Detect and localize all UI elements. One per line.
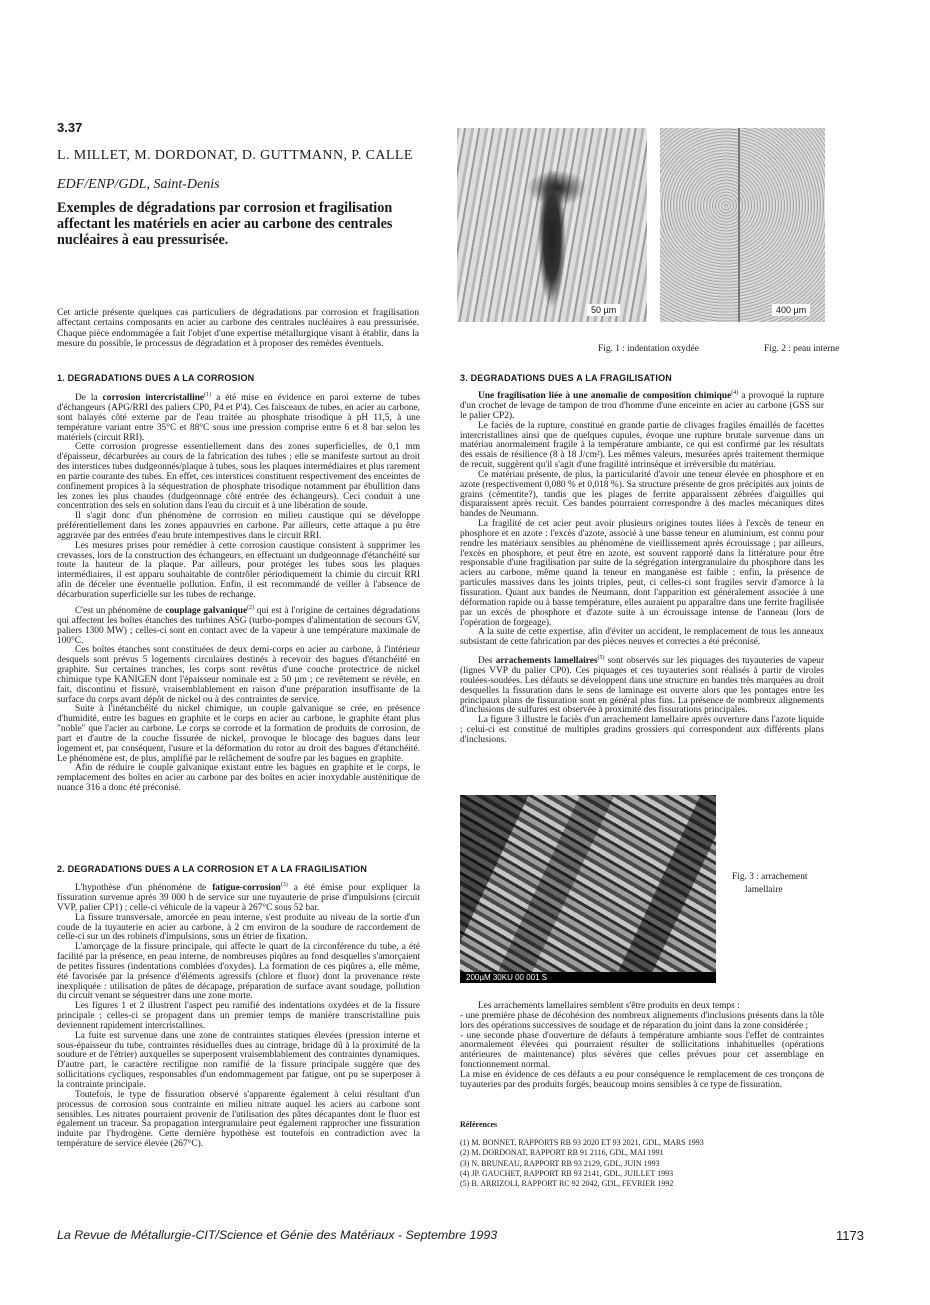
reference-item: (1) M. BONNET, RAPPORTS RB 93 2020 ET 93 2021, GDL, MARS 1993 — [460, 1138, 704, 1147]
references-heading: Références — [460, 1120, 498, 1129]
section-1-heading: 1. DEGRADATIONS DUES A LA CORROSION — [57, 373, 255, 383]
affiliation: EDF/ENP/GDL, Saint-Denis — [57, 177, 220, 192]
article-title: Exemples de dégradations par corrosion et fragilisation affectant les matériels en acier au carbone des centrales nucléaires à eau pressurisée. — [57, 200, 393, 248]
figure-3-sem-image — [460, 795, 716, 983]
figure-3-sem-label: 200µM 30KU 00 001 S — [460, 972, 716, 983]
figure-3-caption-line2: lamellaire — [745, 885, 783, 895]
section-3-body-bottom: Les arrachements lamellaires semblent s'être produits en deux temps : - une première phase de décohésion des nombreux alignements d'inclusions présents dans la tôle lors des opérations successives de soudage et de réparation du joint dans la zone considérée ; - une seconde phase d'ouverture de défauts à température ambiante sous l'effet de contraintes anormalement élevées qui pourraient résulter de sollicitations inhabituelles (opérations antérieures de maintenance) plus sévères que celles prévues pour cet assemblage en fonctionnement normal. La mise en évidence de ces défauts a eu pour conséquence le remplacement de ces tronçons de tuyauteries par des produits forgés, beaucoup moins sensibles à ce type de fissuration. — [460, 1001, 824, 1090]
figure-3-caption-line1: Fig. 3 : arrachement — [732, 872, 808, 882]
figure-1-caption: Fig. 1 : indentation oxydée — [598, 344, 699, 354]
figure-2-scale: 400 µm — [772, 304, 810, 316]
abstract: Cet article présente quelques cas particuliers de dégradations par corrosion et fragilisation affectant certains composants en acier au carbone des centrales nucléaires à eau pressurisée. Chaque pièce endommagée a fait l'objet d'une expertise métallurgique visant à établir, dans la mesure du possible, le processus de dégradation et à proposer des remèdes éventuels. — [57, 307, 419, 349]
section-3-heading: 3. DEGRADATIONS DUES A LA FRAGILISATION — [460, 373, 672, 383]
section-2-body: L'hypothèse d'un phénomène de fatigue-corrosion$^{(3)}$ a été émise pour expliquer la fissuration survenue après 39 000 h de service sur une tuyauterie de prise d'impulsions (circuit VVP, palier CP1) ; celle-ci véhicule de la vapeur à 267°C sous 52 bar. La fissure transversale, amorcée en peau interne, s'est produite au niveau de la sortie d'un coude de la tuyauterie en acier au carbone, à 2 cm environ de la soudure de raccordement de celle-ci sur un des robinets d'impulsions, sous un étrier de fixation. L'amorçage de la fissure principale, qui affecte le quart de la circonférence du tube, a été facilité par la présence, en peau interne, de nombreuses piqûres au fond desquelles s'amorçaient de petites fissures (indentations comblées d'oxydes). La formation de ces piqûres a, elle même, été favorisée par la présence d'éléments agressifs (chlore et fluor) dont la provenance reste inexpliquée : utilisation de pâtes de décapage, préparation de surface avant soudage, pollution du circuit venant se séquestrer dans une zone morte. Les figures 1 et 2 illustrent l'aspect peu ramifié des indentations oxydées et de la fissure principale ; celles-ci se propagent dans un premier temps de manière transcristalline puis deviennent rapidement intercristallines. La fuite est survenue dans une zone de contraintes statiques élevées (pression interne et sous-épaisseur du tube, contraintes résiduelles dues au cintrage, bridage dû à la proximité de la soudure et de l'étrier) auxquelles se superposent vraisemblablement des contraintes dynamiques. D'autre part, le caractère rectiligne non ramifié de la fissure principale suggère que des sollicitations cycliques, responsables d'un endommagement par fatigue, ont pu se superposer à la contrainte principale. Toutefois, le type de fissuration observé s'apparente également à celui résultant d'un processus de corrosion sous contrainte en milieu nitrate auquel les aciers au carbone sont sensibles. Les nitrates pourraient provenir de l'utilisation des pâtes décapantes dont le fluor est également un traceur. Sa propagation intergranulaire peut également rapprocher une fissuration induite par l'hydrogène. Cette dernière hypothèse est toutefois en contradiction avec la température de service élevée (267°C). — [57, 882, 420, 1150]
section-1-body: De la corrosion intercristalline$^{(1)}$ a été mise en évidence en paroi externe de tubes d'échangeurs (APG/RRI des paliers CP0, P4 et P'4). Ces faisceaux de tubes, en acier au carbone, sont balayés côté externe par de l'eau traitée au phosphate trisodique à pH 11,5, à une température variant entre 35°C et 88°C sous une pression comprise entre 6 et 8 bar selon les matériels (circuit RRI). Cette corrosion progresse essentiellement dans des zones superficielles, de 0,1 mm d'épaisseur, décarburées au cours de la fabrication des tubes ; elle se manifeste surtout au droit des interstices tubes dudgeonnés/plaque à tubes, sous les plaques intermédiaires et plus rarement en partie courante des tubes. En effet, ces interstices constituent respectivement des enceintes de confinement propices à la séquestration de phosphate trisodique notamment par ébullition dans les zones les plus chaudes (dudgeonnage côté entrée des échangeurs). Ceci conduit à une concentration des sels en solution dans l'eau du circuit et à une libération de soude. Il s'agit donc d'un phénomène de corrosion en milieu caustique qui se développe préférentiellement dans les zones appauvries en carbone. Par ailleurs, cette attaque a pu être aggravée par des entrées d'eau brute intempestives dans le circuit RRI. Les mesures prises pour remédier à cette corrosion caustique consistent à supprimer les crevasses, lors de la construction des échangeurs, en effectuant un dudgeonnage d'étanchéité sur toute la hauteur de la plaque. Par ailleurs, pour protéger les tubes sous les plaques intermédiaires, il est apparu souhaitable de contrôler périodiquement la chimie du circuit RRI afin de déceler une éventuelle pollution. Enfin, il est recommandé de veiller à l'absence de décarburation superficielle sur les tubes de rechange. C'est un phénomène de couplage galvanique$^{(2)}$ qui est à l'origine de certaines dégradations qui affectent les boîtes étanches des turbines ASG (turbo-pompes d'alimentation de secours GV, paliers 1300 MW) ; celles-ci sont en contact avec de la vapeur à une température maximale de 100°C. Ces boîtes étanches sont constituées de deux demi-corps en acier au carbone, à l'intérieur desquels sont prévus 5 logements circulaires destinés à recevoir des bagues d'étanchéité en graphite. Sur certaines tranches, les corps sont revêtus d'une couche protectrice de nickel chimique type KANIGEN dont l'épaisseur nominale est ≥ 50 µm ; ce revêtement se révèle, en fait, discontinu et fissuré, vraisemblablement en raison d'une préparation insuffisante de la surface du corps avant dépôt de nickel ou à des contraintes de service. Suite à l'inétanchéité du nickel chimique, un couple galvanique se crée, en présence d'humidité, entre les bagues en graphite et le corps en acier au carbone, le graphite étant plus "noble" que l'acier au carbone. Le corps se corrode et la formation de produits de corrosion, de part et d'autre de la couche fissurée de nickel, provoque le blocage des bagues dans leur logement et, par conséquent, l'usure et la déformation du rotor au droit des bagues d'étanchéité. Le phénomène est, de plus, amplifié par le relâchement de soufre par les bagues en graphite. Afin de réduire le couple galvanique existant entre les bagues en graphite et le corps, le remplacement des boîtes en acier au carbone par des boîtes en acier inoxydable austénitique de nuance 316 a donc été préconisé. — [57, 392, 421, 794]
figure-2-micrograph — [660, 128, 825, 322]
article-number: 3.37 — [57, 120, 83, 135]
reference-item: (5) B. ARRIZOLI, RAPPORT RC 92 2042, GDL, FEVRIER 1992 — [460, 1179, 674, 1189]
page-number: 1173 — [836, 1228, 864, 1243]
authors: L. MILLET, M. DORDONAT, D. GUTTMANN, P. CALLE — [57, 148, 413, 163]
reference-item: (4) JP. GAUCHET, RAPPORT RB 93 2141, GDL, JUILLET 1993 — [460, 1168, 674, 1178]
section-2-heading: 2. DEGRADATIONS DUES A LA CORROSION ET A LA FRAGILISATION — [57, 864, 368, 874]
references-list — [460, 1138, 820, 1189]
figure-1-micrograph — [457, 128, 647, 322]
reference-item: (3) N. BRUNEAU, RAPPORT RB 93 2129, GDL, JUIN 1993 — [460, 1158, 660, 1168]
section-3-body-top: Une fragilisation liée à une anomalie de composition chimique$^{(4)}$ a provoqué la rupture d'un crochet de levage de tampon de trou d'homme d'une enceinte en acier au carbone (GSS sur le palier CP2). Le faciès de la rupture, constitué en grande partie de clivages fragiles émaillés de facettes intercristallines ainsi que de quelques cupules, évoque une rupture brutale survenue dans un matériau anormalement fragile à la température ambiante, ce qui est confirmé par les résultats des essais de résilience (8 à 18 J/cm²). Les mêmes valeurs, mesurées après traitement thermique de recuit, suggèrent qu'il s'agit d'une fragilité intrinsèque et irréversible du matériau. Ce matériau présente, de plus, la particularité d'avoir une teneur élevée en phosphore et en azote (respectivement 0,080 % et 0,018 %). Sa structure présente de gros précipités aux joints de grains (cémentite?), tandis que les plages de ferrite apparaissent zébrées d'aiguilles qui disparaissent après recuit. Ces bandes pourraient correspondre à des macles mécaniques dites bandes de Neumann. La fragilité de cet acier peut avoir plusieurs origines toutes liées à l'excès de teneur en phosphore et en azote : l'excès d'azote, associé à une basse teneur en aluminium, est connu pour rendre les matériaux sensibles au phénomène de vieillissement après écrouissage ; par ailleurs, l'excès en phosphore, et peut être en azote, est souvent rapporté dans la littérature pour être responsable d'une fragilisation par suite de la ségrégation intergranulaire du phosphore dans les aciers au carbone, même quand la teneur en manganèse est faible ; enfin, la présence de particules massives dans les joints triples, peut, ci celles-ci sont fragiles servir d'amorce à la fissuration. Quant aux bandes de Neumann, dont l'apparition est généralement associée à une déformation rapide ou à basse température, elles auraient pu apparaître dans une ferrite fragilisée par un excès de phosphore et d'azote suite à un écrouissage intense de l'anneau (lors de l'opération de forgeage). A la suite de cette expertise, afin d'éviter un accident, le remplacement de tous les anneaux subsistant de cette fabrication par des pièces neuves et correctes a été préconisé. Des arrachements lamellaires$^{(5)}$ sont observés sur les piquages des tuyauteries de vapeur (lignes VVP du palier CP0). Ces piquages et ces tuyauteries sont réalisés à partir de viroles roulées-soudées. Les défauts se développent dans une structure en bandes très marquées au droit desquelles la fissuration dans le sens de laminage est ouverte alors que les pontages entre les principaux plans de fissuration sont en général plus fins. La présence de nombreux alignements d'inclusions de sulfures est observée à proximité des fissurations principales. La figure 3 illustre le faciès d'un arrachement lamellaire après ouverture dans l'azote liquide ; celui-ci est constitué de multiples gradins grossiers qui correspondent aux différents plans d'inclusions. — [460, 390, 824, 745]
figure-2-caption: Fig. 2 : peau interne — [764, 344, 840, 354]
reference-item: (2) M. DORDONAT, RAPPORT RB 91 2116, GDL, MAI 1991 — [460, 1148, 664, 1158]
journal-footer: La Revue de Métallurgie-CIT/Science et Génie des Matériaux - Septembre 1993 — [57, 1228, 498, 1242]
figure-1-scale: 50 µm — [587, 304, 620, 316]
